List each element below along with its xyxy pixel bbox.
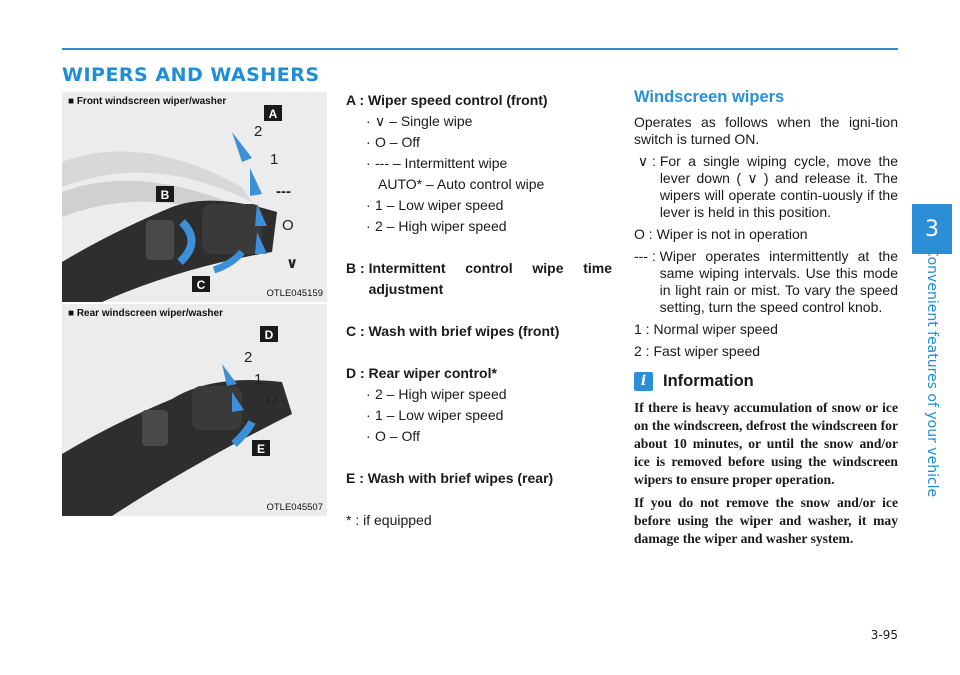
wiper-description	[634, 89, 898, 553]
rear-speed-dial	[142, 410, 168, 446]
chapter-label: Convenient features of your vehicle	[924, 246, 940, 498]
control-c-heading: C : Wash with brief wipes (front)	[346, 323, 560, 339]
page-number: 3-95	[870, 628, 898, 642]
position-1: 1	[270, 151, 279, 168]
control-a-label: A :	[346, 92, 369, 108]
information-title: Information	[663, 372, 754, 390]
front-wiper-illustration	[62, 92, 327, 302]
wipers-heading: Windscreen wipers	[634, 88, 785, 106]
def-single-wipe: ∨ : For a single wiping cycle, move the lever down ( ∨ ) and release it. The wipers will operate contin-uously if the lever is held in this position.	[634, 153, 898, 220]
control-a-item: · 2 – High wiper speed	[366, 218, 507, 234]
chapter-tab[interactable]: 3	[912, 204, 952, 254]
def-off: O : Wiper is not in operation	[634, 226, 808, 242]
control-legend	[346, 90, 612, 531]
def-intermittent: --- : Wiper operates intermittently at the same wiping intervals. Use this mode in light rain or mist. To vary the speed setting, turn the speed control knob.	[634, 248, 898, 315]
rear-position-2: 2	[244, 349, 253, 366]
rear-figure-code: OTLE045507	[266, 502, 323, 513]
control-a-item: · 1 – Low wiper speed	[366, 197, 504, 213]
front-wiper-figure	[62, 92, 327, 302]
control-b-title: Intermittent control wipe time adjustment	[368, 260, 612, 297]
information-icon: i	[634, 372, 653, 391]
lever-knob	[202, 204, 262, 254]
rear-wiper-figure	[62, 304, 327, 516]
information-para-1: If there is heavy accumulation of snow or ice on the windscreen, defrost the windscreen for about 10 minutes, or until the snow and/or ice is removed before using the windscreen wipers to ensure proper operation.	[634, 400, 898, 487]
section-title: WIPERS AND WASHERS	[62, 64, 320, 86]
label-c: C	[196, 278, 206, 292]
position-intermittent: ---	[276, 183, 291, 200]
arrow-pos-2	[232, 132, 252, 162]
label-a: A	[268, 107, 278, 121]
footnote: * : if equipped	[346, 512, 432, 528]
label-d: D	[264, 328, 274, 342]
control-a-item: · ∨ – Single wipe	[366, 113, 473, 129]
position-mist: ∨	[286, 254, 299, 272]
position-2: 2	[254, 123, 263, 140]
control-d-heading: D : Rear wiper control*	[346, 365, 497, 381]
control-a-item: · --- – Intermittent wipe	[366, 155, 508, 171]
top-rule	[62, 48, 898, 50]
control-b-label: B :	[346, 260, 369, 276]
information-heading	[634, 372, 898, 391]
control-d-item: · O – Off	[366, 428, 420, 444]
position-off: O	[282, 217, 294, 234]
speed-dial	[146, 220, 174, 260]
control-a-heading	[346, 90, 612, 111]
control-b-heading	[346, 258, 612, 300]
label-e: E	[256, 442, 266, 456]
arrow-pos-1	[250, 168, 262, 196]
control-a-title: Wiper speed control (front)	[368, 92, 548, 108]
rear-wiper-illustration	[62, 304, 327, 516]
control-d-item: · 2 – High wiper speed	[366, 386, 507, 402]
rear-position-1: 1	[254, 371, 263, 388]
control-e-heading: E : Wash with brief wipes (rear)	[346, 470, 554, 486]
front-figure-caption: ■ Front windscreen wiper/washer	[68, 96, 227, 107]
def-fast-speed: 2 : Fast wiper speed	[634, 343, 761, 359]
control-d-item: · 1 – Low wiper speed	[366, 407, 504, 423]
label-b: B	[160, 188, 170, 202]
rear-position-off: O	[266, 391, 278, 408]
control-a-item: · O – Off	[366, 134, 420, 150]
rear-figure-caption: ■ Rear windscreen wiper/washer	[68, 308, 223, 319]
def-normal-speed: 1 : Normal wiper speed	[634, 321, 778, 337]
control-a-item: AUTO* – Auto control wipe	[378, 176, 545, 192]
wipers-intro: Operates as follows when the igni-tion switch is turned ON.	[634, 114, 898, 147]
front-figure-code: OTLE045159	[266, 288, 323, 299]
information-para-2: If you do not remove the snow and/or ice before using the wiper and washer, it may damage the wiper and washer system.	[634, 495, 898, 546]
